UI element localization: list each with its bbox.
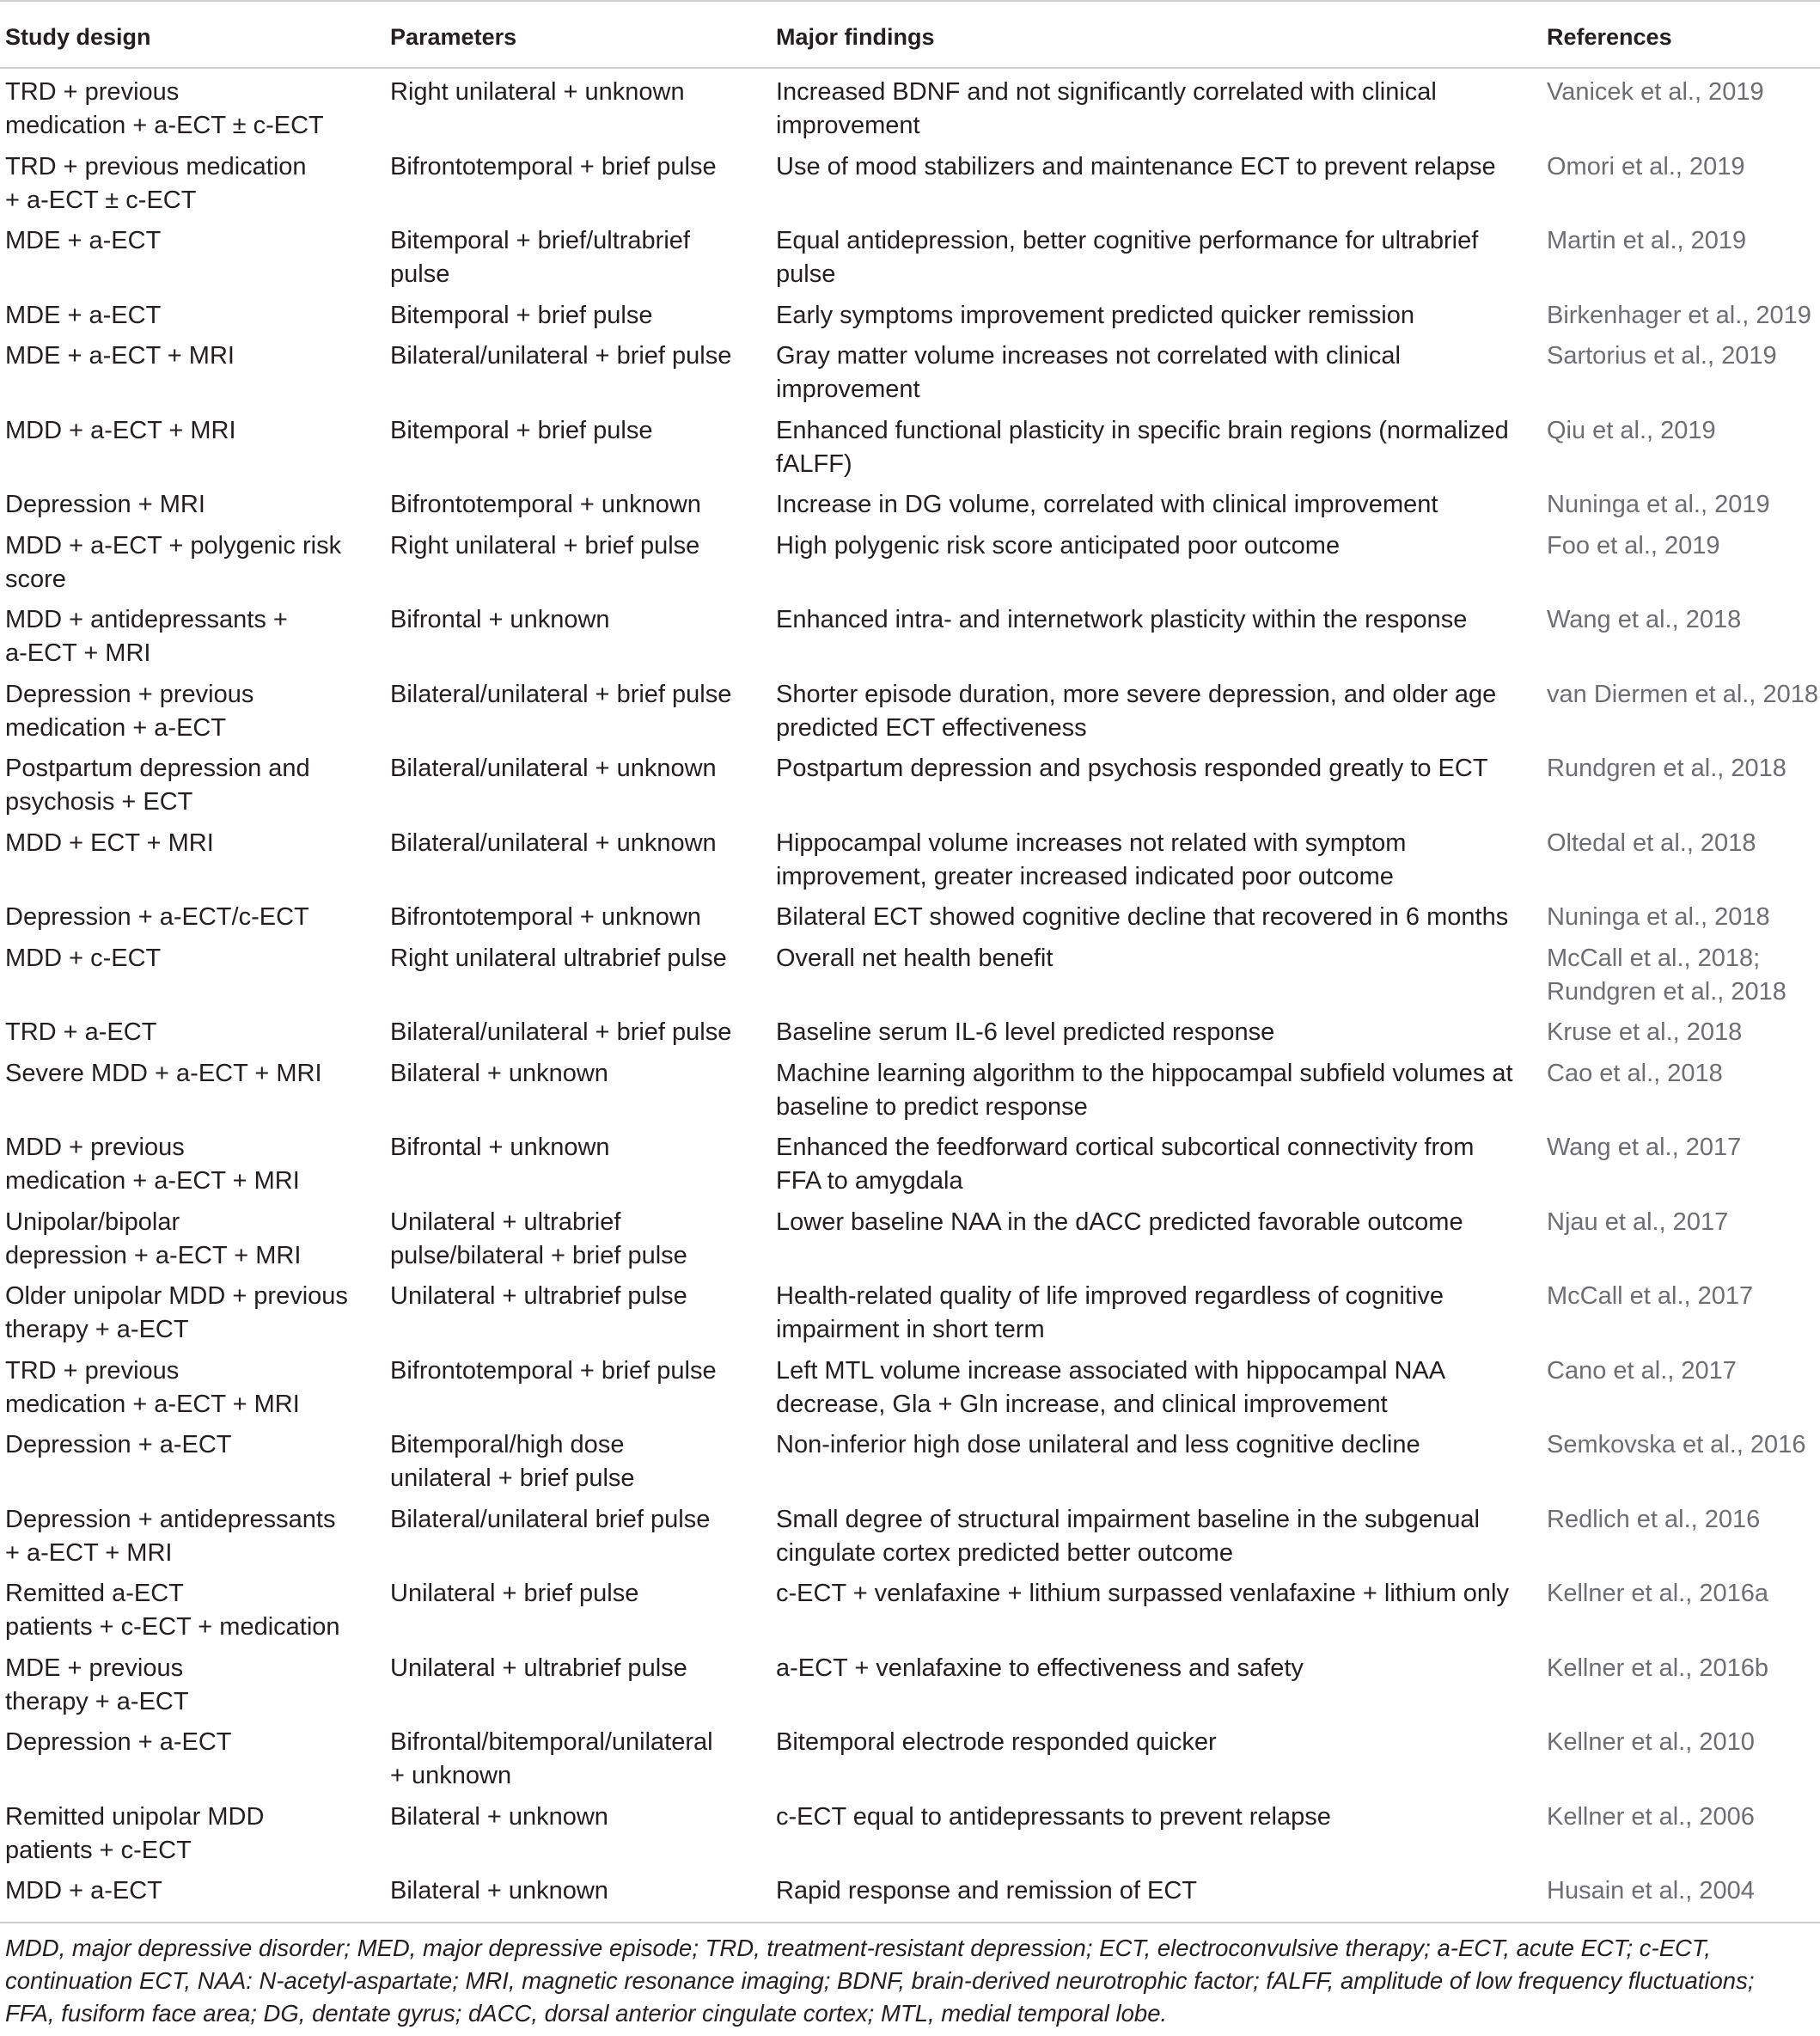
cell-line: MDD + a-ECT [5,1877,162,1905]
findings-cell [776,76,1532,143]
findings-cell [776,901,1532,934]
findings-cell [776,942,1532,975]
table-row [0,1496,1820,1571]
cell-line: Left MTL volume increase associated with hippocampal NAA [776,1356,1446,1385]
reference-cell [1547,488,1820,522]
table-row [0,1273,1820,1348]
cell-line: High polygenic risk score anticipated poor outcome [776,531,1341,559]
parameters-cell [390,488,760,522]
cell-line: Bifrontotemporal + unknown [390,903,701,931]
cell-line: TRD + a-ECT [5,1018,157,1046]
cell-line: TRD + previous [5,1356,180,1385]
cell-line: Bitemporal electrode responded quicker [776,1728,1217,1756]
study-design-cell [5,752,370,819]
study-design-cell [5,827,370,860]
cell-line: Shorter episode duration, more severe depression, and older age [776,680,1497,708]
table-row [0,1868,1820,1909]
cell-line: Enhanced the feedforward cortical subcortical connectivity from [776,1134,1475,1161]
cell-line: unilateral + brief pulse [390,1464,635,1492]
reference-cell [1547,942,1820,1009]
cell-line: Enhanced functional plasticity in specific brain regions (normalized [776,416,1509,444]
study-design-cell [5,678,370,745]
cell-line: Right unilateral + unknown [390,78,685,106]
cell-line: Bifrontotemporal + brief pulse [390,1356,717,1385]
footnote-line: continuation ECT, NAA: N-acetyl-aspartate; MRI, magnetic resonance imaging; BDNF, brain-derived neurotrophic factor; fALFF, amplitude of low frequency fluctuations; [5,1967,1755,1994]
cell-line: Kellner et al., 2016a [1547,1580,1768,1607]
cell-line: Depression + MRI [5,491,205,518]
findings-cell [776,1206,1532,1239]
reference-cell [1547,678,1820,712]
parameters-cell [390,1726,760,1793]
study-design-cell [5,488,370,522]
table-row [0,894,1820,935]
reference-cell [1547,339,1820,373]
cell-line: Overall net health benefit [776,944,1054,972]
parameters-cell [390,1652,760,1685]
parameters-cell [390,1354,760,1388]
cell-line: MDD + antidepressants + [5,606,288,633]
cell-line: MDD + a-ECT + polygenic risk [5,531,342,559]
reference-cell [1547,1131,1820,1165]
cell-line: improvement, greater increased indicated poor outcome [776,862,1394,890]
table-row [0,1199,1820,1274]
cell-line: Depression + a-ECT/c-ECT [5,903,309,931]
cell-line: Bilateral/unilateral brief pulse [390,1505,711,1533]
cell-line: + a-ECT + MRI [5,1538,173,1567]
reference-cell [1547,1801,1820,1834]
reference-cell [1547,299,1820,333]
cell-line: Unilateral + ultrabrief [390,1208,621,1236]
reference-cell [1547,1057,1820,1091]
cell-line: Omori et al., 2019 [1547,152,1745,180]
findings-cell [776,1131,1532,1198]
parameters-cell [390,827,760,860]
findings-cell [776,1280,1532,1347]
cell-line: Depression + antidepressants [5,1505,336,1533]
footnote-line: MDD, major depressive disorder; MED, major depressive episode; TRD, treatment-resistant depression; ECT, electroconvulsive therapy; a-ECT, acute ECT; c-ECT, [5,1935,1711,1961]
parameters-cell [390,299,760,333]
findings-cell [776,529,1532,563]
parameters-cell [390,1801,760,1834]
reference-cell [1547,603,1820,637]
cell-line: Remitted a-ECT [5,1580,184,1607]
table-row [0,333,1820,407]
cell-line: Semkovska et al., 2016 [1547,1431,1806,1458]
cell-line: MDD + previous [5,1134,185,1161]
cell-line: MDE + a-ECT [5,227,162,254]
findings-cell [776,1801,1532,1834]
table-row [0,407,1820,482]
cell-line: Depression + previous [5,680,254,708]
study-design-cell [5,529,370,596]
study-design-cell [5,150,370,217]
cell-line: Bitemporal + brief pulse [390,416,653,444]
footnote-line: FFA, fusiform face area; DG, dentate gyrus; dACC, dorsal anterior cingulate cortex; MTL, medial temporal lobe. [5,2000,1168,2027]
study-design-cell [5,1206,370,1273]
cell-line: Kellner et al., 2010 [1547,1728,1755,1756]
cell-line: baseline to predict response [776,1092,1088,1121]
table-row [0,1422,1820,1496]
cell-line: pulse/bilateral + brief pulse [390,1241,687,1269]
header-references: References [1547,24,1672,50]
cell-line: Bilateral + unknown [390,1059,608,1087]
cell-line: Birkenhager et al., 2019 [1547,301,1811,329]
header-study-design: Study design [5,24,151,50]
parameters-cell [390,414,760,448]
study-design-cell [5,1354,370,1422]
cell-line: Bifrontotemporal + brief pulse [390,152,717,180]
cell-line: c-ECT + venlafaxine + lithium surpassed venlafaxine + lithium only [776,1580,1509,1607]
reference-cell [1547,1577,1820,1611]
reference-cell [1547,1652,1820,1685]
table-row [0,69,1820,144]
findings-cell [776,1057,1532,1124]
study-design-cell [5,1280,370,1347]
cell-line: + unknown [390,1762,512,1789]
cell-line: Qiu et al., 2019 [1547,416,1716,444]
findings-cell [776,827,1532,894]
cell-line: MDD + a-ECT + MRI [5,416,236,444]
reference-cell [1547,414,1820,448]
cell-line: patients + c-ECT + medication [5,1613,340,1641]
reference-cell [1547,224,1820,258]
findings-cell [776,603,1532,637]
cell-line: Depression + a-ECT [5,1431,232,1458]
parameters-cell [390,150,760,184]
cell-line: improvement [776,376,920,403]
cell-line: Equal antidepression, better cognitive performance for ultrabrief [776,227,1479,254]
cell-line: Severe MDD + a-ECT + MRI [5,1059,322,1087]
cell-line: + a-ECT ± c-ECT [5,186,197,214]
table-row [0,671,1820,746]
table-row [0,1794,1820,1868]
cell-line: Unilateral + brief pulse [390,1580,639,1607]
cell-line: Older unipolar MDD + previous [5,1282,348,1310]
reference-cell [1547,1726,1820,1759]
cell-line: Bilateral ECT showed cognitive decline that recovered in 6 months [776,903,1509,931]
cell-line: TRD + previous [5,78,180,106]
study-design-cell [5,1428,370,1462]
parameters-cell [390,76,760,109]
cell-line: MDE + a-ECT [5,301,162,329]
findings-cell [776,224,1532,291]
study-design-cell [5,1874,370,1908]
parameters-cell [390,1577,760,1611]
study-design-cell [5,339,370,373]
reference-cell [1547,76,1820,109]
cell-line: pulse [390,260,450,288]
cell-line: Gray matter volume increases not correlated with clinical [776,342,1401,370]
reference-cell [1547,1016,1820,1049]
cell-line: medication + a-ECT + MRI [5,1167,300,1195]
cell-line: FFA to amygdala [776,1167,963,1195]
reference-cell [1547,1874,1820,1908]
parameters-cell [390,942,760,975]
cell-line: Unipolar/bipolar [5,1208,180,1236]
reference-cell [1547,901,1820,934]
study-design-cell [5,1801,370,1868]
cell-line: Rapid response and remission of ECT [776,1877,1198,1905]
findings-cell [776,150,1532,184]
study-design-cell [5,224,370,258]
table-row [0,1348,1820,1422]
cell-line: Small degree of structural impairment baseline in the subgenual [776,1505,1480,1533]
cell-line: Oltedal et al., 2018 [1547,828,1756,857]
cell-line: Njau et al., 2017 [1547,1208,1729,1236]
cell-line: Non-inferior high dose unilateral and less cognitive decline [776,1431,1420,1458]
cell-line: medication + a-ECT [5,713,227,742]
cell-line: McCall et al., 2018; [1547,944,1761,972]
cell-line: Foo et al., 2019 [1547,531,1720,559]
cell-line: Bilateral + unknown [390,1802,608,1831]
cell-line: Baseline serum IL-6 level predicted response [776,1018,1275,1046]
cell-line: McCall et al., 2017 [1547,1282,1754,1310]
parameters-cell [390,1428,760,1495]
table-row [0,1124,1820,1199]
cell-line: c-ECT equal to antidepressants to prevent relapse [776,1802,1331,1831]
cell-line: Husain et al., 2004 [1547,1877,1755,1905]
cell-line: Nuninga et al., 2018 [1547,903,1770,931]
parameters-cell [390,529,760,563]
study-design-cell [5,1652,370,1719]
cell-line: Hippocampal volume increases not related with symptom [776,828,1407,857]
parameters-cell [390,1503,760,1537]
cell-line: Nuninga et al., 2019 [1547,491,1770,518]
cell-line: Use of mood stabilizers and maintenance ECT to prevent relapse [776,152,1496,180]
table-row [0,820,1820,895]
study-design-cell [5,1016,370,1049]
findings-cell [776,752,1532,786]
findings-cell [776,1652,1532,1685]
parameters-cell [390,1057,760,1091]
study-design-cell [5,1726,370,1759]
findings-cell [776,678,1532,745]
cell-line: MDE + a-ECT + MRI [5,342,235,370]
cell-line: Postpartum depression and psychosis responded greatly to ECT [776,755,1488,782]
parameters-cell [390,1874,760,1908]
parameters-cell [390,1016,760,1049]
reference-cell [1547,529,1820,563]
findings-cell [776,1354,1532,1422]
findings-cell [776,414,1532,481]
cell-line: Sartorius et al., 2019 [1547,342,1777,370]
cell-line: Bilateral + unknown [390,1877,608,1905]
table-row [0,1719,1820,1794]
study-design-cell [5,1057,370,1091]
cell-line: depression + a-ECT + MRI [5,1241,302,1269]
cell-line: MDE + previous [5,1654,184,1682]
cell-line: psychosis + ECT [5,788,193,816]
cell-line: Bifrontal + unknown [390,1134,610,1161]
cell-line: TRD + previous medication [5,152,307,180]
cell-line: cingulate cortex predicted better outcome [776,1538,1233,1567]
table-row [0,935,1820,1010]
findings-cell [776,1503,1532,1570]
study-design-cell [5,76,370,143]
findings-cell [776,1874,1532,1908]
study-design-cell [5,942,370,975]
cell-line: fALFF) [776,449,852,478]
cell-line: Postpartum depression and [5,755,310,782]
cell-line: medication + a-ECT ± c-ECT [5,112,324,139]
parameters-cell [390,339,760,373]
cell-line: score [5,565,66,593]
reference-cell [1547,1280,1820,1313]
reference-cell [1547,1206,1820,1239]
cell-line: Health-related quality of life improved regardless of cognitive [776,1282,1444,1310]
cell-line: Lower baseline NAA in the dACC predicted favorable outcome [776,1208,1463,1236]
cell-line: Wang et al., 2017 [1547,1134,1742,1161]
study-design-cell [5,1503,370,1570]
cell-line: Enhanced intra- and internetwork plasticity within the response [776,606,1468,633]
cell-line: Bifrontal/bitemporal/unilateral [390,1728,713,1756]
table-body [0,69,1820,1909]
cell-line: improvement [776,112,920,139]
cell-line: pulse [776,260,836,288]
cell-line: Bitemporal + brief/ultrabrief [390,227,690,254]
cell-line: Wang et al., 2018 [1547,606,1742,633]
cell-line: Vanicek et al., 2019 [1547,78,1764,106]
table-row [0,1645,1820,1720]
cell-line: Kellner et al., 2016b [1547,1654,1768,1682]
parameters-cell [390,1206,760,1273]
cell-line: Cano et al., 2017 [1547,1356,1737,1385]
cell-line: Right unilateral ultrabrief pulse [390,944,727,972]
table-row [0,1009,1820,1050]
cell-line: Bifrontal + unknown [390,606,610,633]
cell-line: Bitemporal + brief pulse [390,301,653,329]
cell-line: Increase in DG volume, correlated with clinical improvement [776,491,1438,518]
cell-line: Remitted unipolar MDD [5,1802,265,1831]
cell-line: Unilateral + ultrabrief pulse [390,1654,687,1682]
reference-cell [1547,1428,1820,1462]
cell-line: Rundgren et al., 2018 [1547,755,1786,782]
table-row [0,523,1820,597]
cell-line: Rundgren et al., 2018 [1547,977,1786,1006]
reference-cell [1547,1503,1820,1537]
cell-line: Bifrontotemporal + unknown [390,491,701,518]
cell-line: a-ECT + venlafaxine to effectiveness and safety [776,1654,1304,1682]
cell-line: Bilateral/unilateral + brief pulse [390,1018,732,1046]
reference-cell [1547,827,1820,860]
findings-cell [776,1428,1532,1462]
cell-line: Bilateral/unilateral + unknown [390,828,717,857]
cell-line: Redlich et al., 2016 [1547,1505,1761,1533]
cell-line: MDD + ECT + MRI [5,828,214,857]
findings-cell [776,1726,1532,1759]
cell-line: Bitemporal/high dose [390,1431,625,1458]
table-header [0,0,1820,69]
table-bottom-rule [0,1922,1820,1923]
findings-cell [776,488,1532,522]
table-row [0,596,1820,671]
cell-line: van Diermen et al., 2018 [1547,680,1818,708]
table-row [0,481,1820,523]
study-design-cell [5,414,370,448]
cell-line: a-ECT + MRI [5,639,151,667]
header-parameters: Parameters [390,24,517,50]
table-row [0,1050,1820,1125]
study-design-cell [5,603,370,670]
parameters-cell [390,752,760,786]
cell-line: Bilateral/unilateral + unknown [390,755,717,782]
cell-line: Machine learning algorithm to the hippocampal subfield volumes at [776,1059,1513,1087]
cell-line: Martin et al., 2019 [1547,227,1747,254]
parameters-cell [390,603,760,637]
cell-line: medication + a-ECT + MRI [5,1390,300,1418]
cell-line: Early symptoms improvement predicted quicker remission [776,301,1414,329]
cell-line: impairment in short term [776,1316,1045,1343]
header-major-findings: Major findings [776,24,935,50]
study-design-cell [5,1577,370,1644]
table-row [0,144,1820,218]
table-row [0,292,1820,333]
cell-line: Unilateral + ultrabrief pulse [390,1282,687,1310]
table-row [0,1570,1820,1645]
cell-line: predicted ECT effectiveness [776,713,1087,742]
reference-cell [1547,752,1820,786]
cell-line: Kellner et al., 2006 [1547,1802,1755,1831]
cell-line: Bilateral/unilateral + brief pulse [390,680,732,708]
parameters-cell [390,224,760,291]
study-design-cell [5,1131,370,1198]
cell-line: Depression + a-ECT [5,1728,232,1756]
cell-line: Kruse et al., 2018 [1547,1018,1743,1046]
cell-line: Cao et al., 2018 [1547,1059,1723,1087]
cell-line: MDD + c-ECT [5,944,162,972]
cell-line: therapy + a-ECT [5,1316,189,1343]
parameters-cell [390,1280,760,1313]
study-design-cell [5,299,370,333]
cell-line: Right unilateral + brief pulse [390,531,700,559]
table-footnote [5,1932,1817,2030]
reference-cell [1547,150,1820,184]
findings-cell [776,1016,1532,1049]
parameters-cell [390,901,760,934]
study-design-cell [5,901,370,934]
table-row [0,745,1820,820]
parameters-cell [390,1131,760,1165]
cell-line: Increased BDNF and not significantly correlated with clinical [776,78,1437,106]
cell-line: therapy + a-ECT [5,1687,189,1715]
findings-cell [776,299,1532,333]
cell-line: Bilateral/unilateral + brief pulse [390,342,732,370]
cell-line: decrease, Gla + Gln increase, and clinical improvement [776,1390,1388,1418]
table-row [0,217,1820,292]
findings-cell [776,339,1532,407]
cell-line: patients + c-ECT [5,1836,192,1864]
parameters-cell [390,678,760,712]
findings-cell [776,1577,1532,1611]
reference-cell [1547,1354,1820,1388]
